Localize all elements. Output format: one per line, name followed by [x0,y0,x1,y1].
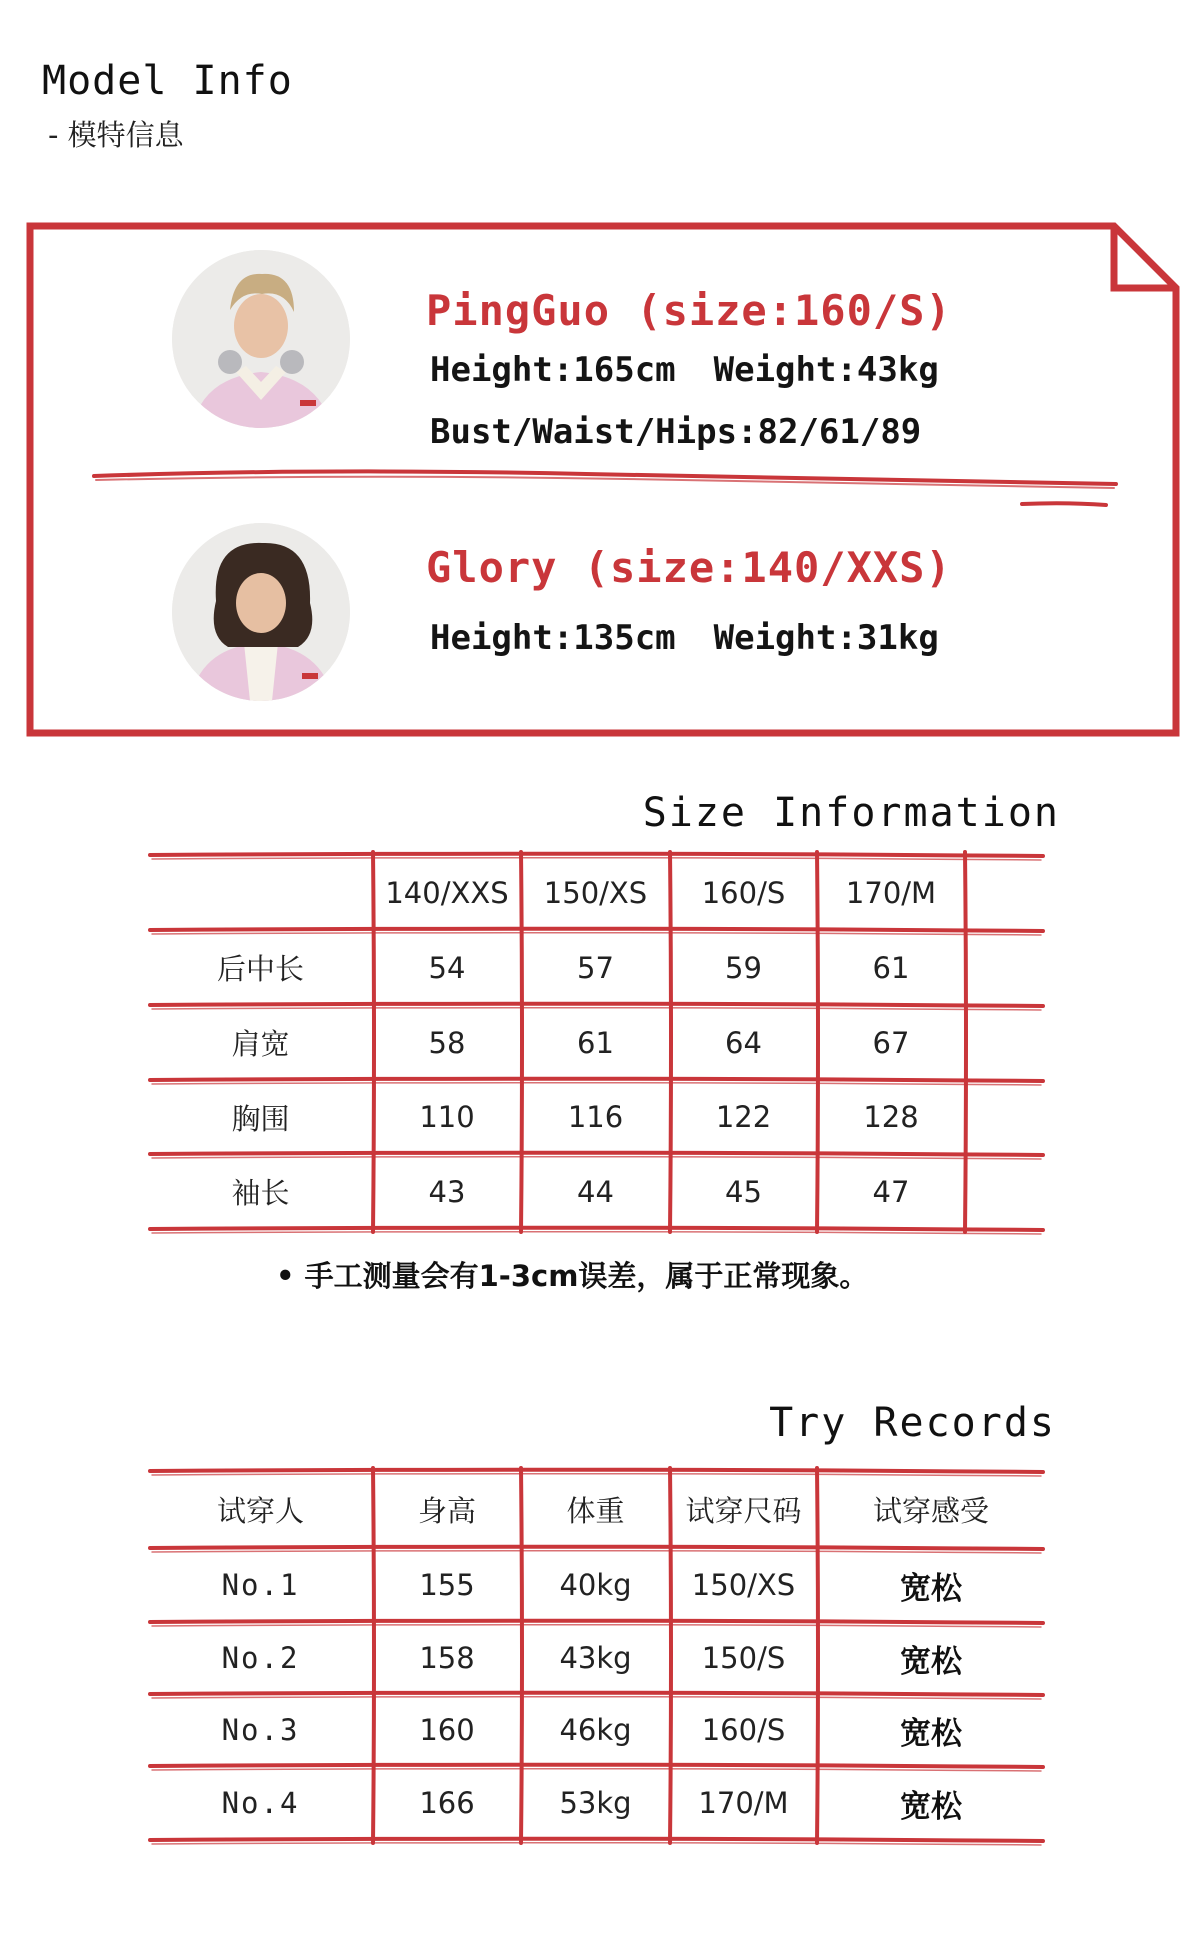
table-row [148,1622,1045,1694]
size-cell: 110 [419,1100,475,1134]
model-bwh-pingguo: Bust/Waist/Hips:82/61/89 [430,412,922,452]
size-row-label: 后中长 [216,952,304,986]
try-feeling: 宽松 [900,1643,962,1680]
size-header-160: 160/S [701,875,786,910]
try-person: No.3 [221,1713,300,1747]
size-cell: 57 [577,950,614,985]
model-weight: Weight:31kg [713,618,939,658]
size-row-label: 袖长 [231,1176,290,1210]
size-cell: 54 [428,950,466,985]
size-cell: 43 [428,1174,466,1209]
model-height: Height:165cm [430,350,676,390]
measurement-note: • 手工测量会有1-3cm误差，属于正常现象。 [276,1259,869,1293]
model-stats-glory [430,618,939,658]
try-size: 160/S [701,1713,786,1747]
size-header-150: 150/XS [543,875,648,910]
size-row-label: 肩宽 [231,1027,290,1061]
try-weight: 43kg [559,1641,632,1675]
try-header-person: 试穿人 [216,1494,304,1528]
table-row [148,1154,1045,1229]
size-header-170: 170/M [845,875,937,910]
try-size: 170/M [698,1786,789,1820]
model-height: Height:135cm [430,618,676,658]
model-info-title: Model Info [42,58,293,104]
table-row [148,1766,1045,1840]
size-header-140: 140/XXS [385,875,509,910]
size-row-label: 胸围 [231,1101,290,1136]
size-cell: 59 [725,950,762,985]
size-cell: 47 [872,1174,910,1209]
table-row [148,1694,1045,1766]
try-height: 155 [419,1568,475,1602]
try-weight: 40kg [559,1568,632,1602]
model-avatar-glory [172,523,350,701]
size-table [148,850,1045,1235]
table-row [148,930,1045,1005]
try-person: No.4 [221,1786,300,1820]
table-row [148,1548,1045,1622]
model-name-pingguo: PingGuo (size:160/S) [426,286,952,335]
try-header-row [148,1471,1045,1548]
size-cell: 122 [715,1100,772,1134]
try-size: 150/S [701,1641,786,1675]
table-row [148,1080,1045,1154]
model-avatar-pingguo [172,250,350,428]
size-cell: 116 [567,1100,624,1134]
try-header-weight: 体重 [566,1494,625,1528]
try-feeling: 宽松 [900,1715,962,1752]
try-feeling: 宽松 [900,1788,962,1825]
size-cell: 64 [725,1025,762,1060]
table-row [148,1005,1045,1080]
try-header-feeling: 试穿感受 [872,1494,989,1528]
try-height: 160 [419,1713,475,1747]
try-records-title: Try Records [769,1400,1056,1446]
size-cell: 45 [725,1174,762,1209]
try-weight: 46kg [559,1713,632,1747]
size-cell: 67 [872,1025,910,1060]
try-person: No.2 [221,1641,300,1675]
size-cell: 58 [428,1025,466,1060]
model-name-glory: Glory (size:140/XXS) [426,543,952,592]
size-cell: 44 [577,1174,614,1209]
try-weight: 53kg [559,1786,632,1820]
try-height: 158 [419,1641,475,1675]
try-header-size: 试穿尺码 [685,1494,802,1528]
model-stats-pingguo [430,350,939,390]
try-header-height: 身高 [417,1494,476,1528]
try-person: No.1 [221,1568,300,1602]
try-feeling: 宽松 [900,1570,962,1607]
size-cell: 61 [577,1025,614,1060]
try-size: 150/XS [691,1568,796,1602]
size-information-title: Size Information [642,790,1060,836]
model-info-subtitle: - 模特信息 [48,118,184,152]
try-height: 166 [419,1786,475,1820]
size-header-row [148,855,1045,930]
try-records-table [148,1466,1045,1846]
size-cell: 128 [863,1100,919,1134]
model-weight: Weight:43kg [713,350,939,390]
size-cell: 61 [872,950,910,985]
